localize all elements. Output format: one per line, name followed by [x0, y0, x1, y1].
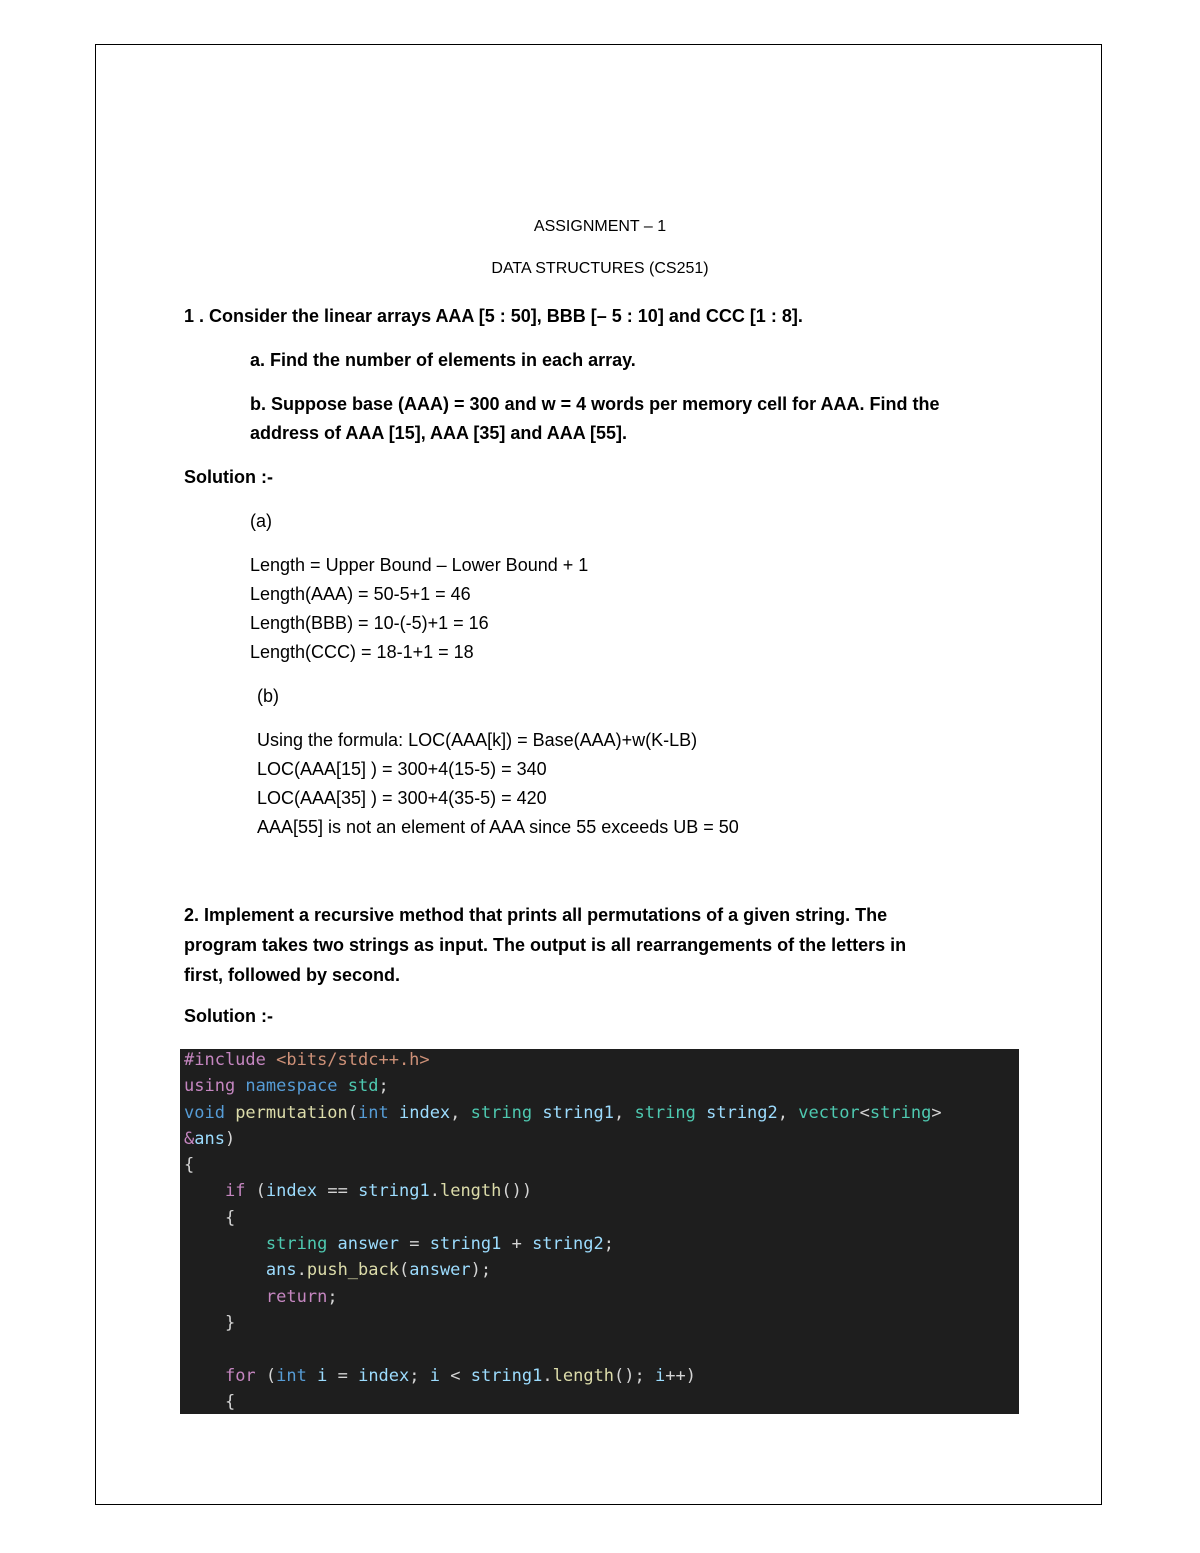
- code-token: ++): [665, 1365, 696, 1386]
- question-1-part-b-line2: address of AAA [15], AAA [35] and AAA [55].: [250, 423, 628, 443]
- question-2-line3: first, followed by second.: [184, 965, 401, 985]
- solution-part-a-lines: [250, 551, 588, 667]
- code-token: <: [450, 1365, 471, 1386]
- code-line: [184, 1049, 942, 1073]
- course-subtitle: DATA STRUCTURES (CS251): [491, 260, 709, 277]
- code-block: [180, 1049, 1019, 1414]
- code-token: ;: [603, 1234, 614, 1255]
- length-formula: Length = Upper Bound – Lower Bound + 1: [250, 555, 589, 575]
- code-token: <: [859, 1102, 870, 1123]
- code-token: string: [634, 1102, 707, 1123]
- code-token: }: [184, 1312, 236, 1333]
- code-token: if: [224, 1181, 256, 1202]
- code-token: (: [265, 1365, 277, 1386]
- code-token: =: [409, 1234, 430, 1255]
- code-token: ;: [378, 1076, 389, 1097]
- code-line: [184, 1389, 942, 1414]
- code-token: push_back: [306, 1260, 399, 1281]
- question-1-text: 1 . Consider the linear arrays AAA [5 : 50], BBB [– 5 : 10] and CCC [1 : 8].: [184, 306, 803, 326]
- code-token: ): [224, 1128, 236, 1149]
- code-token: <bits/stdc++.h>: [276, 1050, 430, 1070]
- code-token: index: [358, 1365, 410, 1386]
- code-token: ();: [614, 1365, 655, 1386]
- code-token: using: [184, 1076, 246, 1097]
- code-token: index: [398, 1102, 451, 1123]
- code-line: [184, 1152, 942, 1178]
- question-1-part-a: a. Find the number of elements in each array.: [250, 350, 636, 370]
- code-token: std: [347, 1076, 379, 1097]
- code-token: ==: [327, 1181, 359, 1202]
- code-token: ()): [501, 1181, 533, 1202]
- code-line: [184, 1336, 942, 1362]
- code-token: );: [470, 1260, 492, 1281]
- code-token: int: [358, 1102, 399, 1123]
- question-2-text: [184, 900, 906, 990]
- code-token: length: [439, 1181, 502, 1202]
- loc-formula: Using the formula: LOC(AAA[k]) = Base(AAA)+w(K-LB): [257, 730, 698, 750]
- code-token: length: [552, 1365, 615, 1386]
- solution-part-b-lines: [257, 726, 739, 842]
- code-token: string: [869, 1102, 932, 1123]
- code-line: [184, 1178, 942, 1204]
- code-token: vector: [798, 1102, 860, 1123]
- code-line: [184, 1284, 942, 1310]
- length-aaa: Length(AAA) = 50-5+1 = 46: [250, 584, 471, 604]
- code-line: [184, 1310, 942, 1336]
- code-token: string2: [706, 1102, 778, 1123]
- code-token: #include: [184, 1050, 277, 1070]
- code-line: [184, 1126, 942, 1152]
- loc-aaa-55-note: AAA[55] is not an element of AAA since 55 exceeds UB = 50: [257, 817, 739, 837]
- code-token: i: [429, 1365, 451, 1386]
- code-token: string1: [470, 1365, 543, 1386]
- code-token: {: [184, 1207, 236, 1228]
- loc-aaa-35: LOC(AAA[35] ) = 300+4(35-5) = 420: [257, 788, 547, 808]
- code-token: i: [655, 1365, 666, 1386]
- code-token: ,: [613, 1102, 635, 1123]
- code-token: [184, 1234, 266, 1254]
- code-token: ;: [409, 1365, 430, 1386]
- code-token: (: [398, 1260, 410, 1281]
- code-token: string1: [429, 1234, 512, 1255]
- code-token: [184, 1366, 225, 1386]
- assignment-title: ASSIGNMENT – 1: [533, 218, 667, 235]
- code-token: (: [347, 1102, 359, 1123]
- code-token: int: [276, 1365, 318, 1386]
- solution-1-label: Solution :-: [184, 467, 273, 487]
- length-bbb: Length(BBB) = 10-(-5)+1 = 16: [250, 613, 489, 633]
- code-token: permutation: [235, 1102, 348, 1123]
- length-ccc: Length(CCC) = 18-1+1 = 18: [250, 642, 474, 662]
- code-token: {: [184, 1391, 236, 1412]
- code-token: ans: [194, 1128, 225, 1149]
- code-token: [184, 1260, 266, 1280]
- code-token: string: [470, 1102, 543, 1123]
- code-token: ,: [450, 1102, 471, 1123]
- code-token: .: [296, 1260, 307, 1281]
- question-1-part-b-line1: b. Suppose base (AAA) = 300 and w = 4 words per memory cell for AAA. Find the: [250, 394, 940, 414]
- code-token: string2: [532, 1234, 604, 1255]
- code-line: [184, 1100, 942, 1126]
- code-token: void: [184, 1102, 236, 1123]
- code-line: [184, 1257, 942, 1283]
- code-line: [184, 1073, 942, 1099]
- code-token: [184, 1181, 225, 1201]
- code-token: [184, 1287, 266, 1307]
- code-line: [184, 1363, 942, 1389]
- question-2-line1: 2. Implement a recursive method that prints all permutations of a given string. The: [184, 905, 888, 925]
- code-token: i: [317, 1365, 338, 1386]
- code-token: answer: [409, 1260, 471, 1281]
- solution-part-b-label: (b): [257, 686, 279, 706]
- code-token: string1: [358, 1181, 430, 1202]
- code-token: ;: [327, 1286, 338, 1307]
- code-token: .: [542, 1365, 553, 1386]
- code-token: (: [255, 1181, 266, 1202]
- code-token: for: [224, 1365, 266, 1386]
- code-token: .: [429, 1181, 440, 1202]
- code-token: index: [265, 1181, 328, 1202]
- code-token: return: [265, 1286, 328, 1307]
- code-content: [184, 1049, 942, 1414]
- code-token: string1: [542, 1102, 614, 1123]
- code-token: ,: [777, 1102, 799, 1123]
- code-token: ans: [265, 1260, 297, 1281]
- code-token: +: [511, 1234, 533, 1255]
- code-token: namespace: [245, 1076, 348, 1097]
- code-token: {: [184, 1155, 195, 1176]
- code-token: &: [184, 1128, 195, 1149]
- code-token: answer: [337, 1234, 410, 1255]
- code-line: [184, 1205, 942, 1231]
- solution-part-a-label: (a): [250, 511, 272, 531]
- code-token: >: [931, 1102, 942, 1123]
- code-line: [184, 1231, 942, 1257]
- loc-aaa-15: LOC(AAA[15] ) = 300+4(15-5) = 340: [257, 759, 547, 779]
- code-token: =: [337, 1365, 359, 1386]
- question-2-line2: program takes two strings as input. The output is all rearrangements of the letters in: [184, 935, 907, 955]
- code-token: string: [265, 1234, 338, 1255]
- solution-2-label: Solution :-: [184, 1006, 273, 1026]
